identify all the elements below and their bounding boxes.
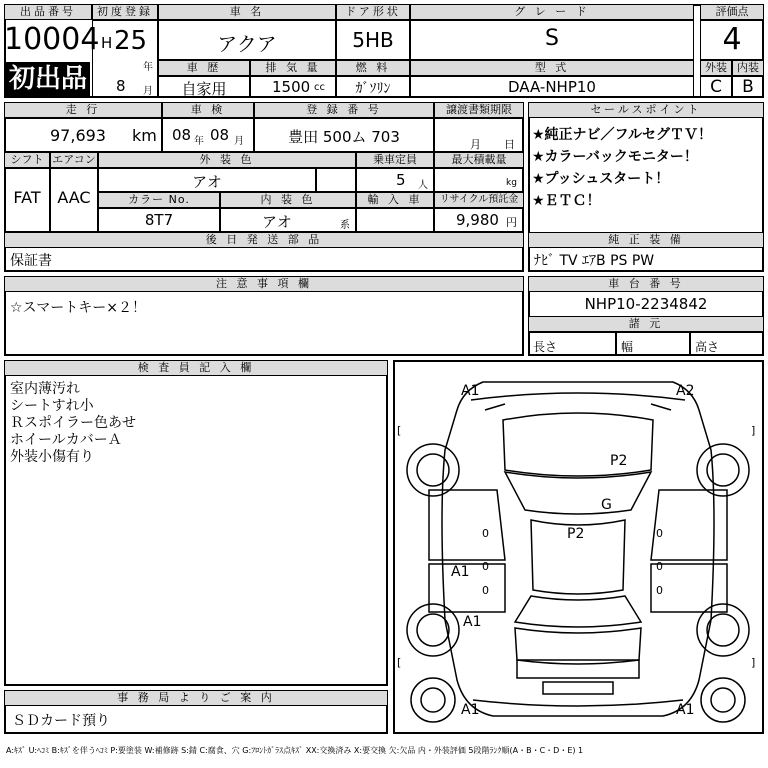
factory-equipment-label: 純 正 装 備 xyxy=(528,232,764,248)
lot-number: 10004 xyxy=(4,22,100,57)
history: 自家用 xyxy=(181,80,227,98)
later-parts-label: 後 日 発 送 部 品 xyxy=(4,232,524,248)
inspector-note: 外装小傷有り xyxy=(10,449,94,465)
interior-color-unit: 系 xyxy=(340,220,350,231)
car-name-label: 車 名 xyxy=(158,4,336,20)
damage-mark-p2-roof: P2 xyxy=(567,526,585,542)
inspector-note: シートすれ小 xyxy=(10,398,94,414)
month-number: 8 xyxy=(116,77,126,95)
inspection-year-unit: 年 xyxy=(194,136,204,147)
month-unit: 月 xyxy=(143,86,153,97)
sales-points-label: セールスポイント xyxy=(528,102,764,118)
color-sub-cell xyxy=(316,168,356,192)
rating-label: 評価点 xyxy=(700,4,764,20)
dims-label: 諸 元 xyxy=(528,316,764,332)
sales-point: ★プッシュスタート！ xyxy=(532,171,670,187)
shift: FAT xyxy=(13,188,41,207)
first-reg-label: 初度登録 xyxy=(92,4,158,20)
office-label: 事 務 局 よ り ご 案 内 xyxy=(4,690,388,706)
notes: ☆スマートキー×２！ xyxy=(10,300,147,316)
damage-mark-a1-rear-bumper-left: A1 xyxy=(461,702,480,718)
zero-mark: 0 xyxy=(482,584,489,597)
displacement-label: 排 気 量 xyxy=(250,60,336,76)
notes-label: 注 意 事 項 欄 xyxy=(4,276,524,292)
inspector-note: ホイールカバーＡ xyxy=(10,432,122,448)
interior-color: アオ xyxy=(262,213,292,231)
inspection-label: 車 検 xyxy=(162,102,254,118)
factory-equipment: ﾅﾋﾞ TV ｴｱB PS PW xyxy=(534,253,655,269)
model-label: 型 式 xyxy=(410,60,694,76)
color-no-label: カラー No. xyxy=(98,192,220,208)
displacement: 1500 xyxy=(272,78,311,96)
height-label: 高さ xyxy=(695,340,720,354)
recycle-unit: 円 xyxy=(506,216,517,229)
inspector-note: Ｒスポイラー色あせ xyxy=(10,415,136,431)
mileage-unit: km xyxy=(132,126,157,145)
zero-mark: 0 xyxy=(656,527,663,540)
door-label: ドア形状 xyxy=(336,4,410,20)
chassis-label: 車 台 番 号 xyxy=(528,276,764,292)
lot-number-label: 出品番号 xyxy=(4,4,92,20)
rating: 4 xyxy=(722,22,742,57)
chassis-number: NHP10-2234842 xyxy=(584,295,708,313)
ac: AAC xyxy=(57,188,91,207)
first-listing-badge: 初出品 xyxy=(6,62,90,96)
sales-point: ★カラーバックモニター！ xyxy=(532,149,698,165)
interior-grade: B xyxy=(742,77,754,97)
mileage: 97,693 xyxy=(50,126,106,145)
zero-mark: 0 xyxy=(482,527,489,540)
inspection-year: 08 xyxy=(172,126,192,144)
svg-text:]: ] xyxy=(751,656,756,669)
plate: 豊田 500ム 703 xyxy=(288,128,400,146)
damage-mark-a2-front-right: A2 xyxy=(676,383,695,399)
svg-text:]: ] xyxy=(751,424,756,437)
inspector-label: 検 査 員 記 入 欄 xyxy=(4,360,388,376)
ac-label: エアコン xyxy=(50,152,98,168)
recycle-label: リサイクル預託金 xyxy=(434,192,524,208)
sales-point: ★ＥＴＣ！ xyxy=(532,193,601,209)
grade: S xyxy=(545,26,559,51)
zero-mark: 0 xyxy=(656,584,663,597)
damage-mark-a1-rear-door-left: A1 xyxy=(451,564,470,580)
length-label: 長さ xyxy=(533,340,558,354)
inspection-month: 08 xyxy=(210,126,230,144)
history-label: 車 歴 xyxy=(158,60,250,76)
width-label: 幅 xyxy=(621,340,634,354)
exterior-grade: C xyxy=(710,77,722,97)
plate-label: 登 録 番 号 xyxy=(254,102,434,118)
transfer-label: 譲渡書類期限 xyxy=(434,102,524,118)
shift-label: シフト xyxy=(4,152,50,168)
svg-text:[: [ xyxy=(397,656,402,669)
svg-text:[: [ xyxy=(397,424,402,437)
transfer-month-unit: 月 xyxy=(470,138,481,151)
sales-point: ★純正ナビ／フルセグＴＶ！ xyxy=(532,127,712,143)
model: DAA-NHP10 xyxy=(508,78,596,96)
import-cell xyxy=(356,208,434,232)
grade-label: グ レ ー ド xyxy=(410,4,694,20)
zero-mark: 0 xyxy=(482,560,489,573)
displacement-unit: cc xyxy=(314,82,325,93)
damage-mark-a1-rear-fender-left: A1 xyxy=(463,614,482,630)
import-label: 輸 入 車 xyxy=(356,192,434,208)
mileage-label: 走 行 xyxy=(4,102,162,118)
color-no: 8T7 xyxy=(144,211,174,229)
damage-mark-p2-hood: P2 xyxy=(610,453,628,469)
fuel: ｶﾞｿﾘﾝ xyxy=(355,81,391,97)
car-name: アクア xyxy=(217,32,277,56)
damage-mark-g-windshield: G xyxy=(601,497,612,513)
legend: A:ｷｽﾞ U:ﾍｺﾐ B:ｷｽﾞを伴うﾍｺﾐ P:要塗装 W:補修跡 S:錆 C:腐食、穴 G:ﾌﾛﾝﾄｶﾞﾗｽ点ｷｽﾞ XX:交換済み X:要交換 欠:欠品 内・外装評価 5段階ﾗﾝｸ順(A・B・C・D・E) 1 xyxy=(6,746,584,755)
interior-grade-label: 内装 xyxy=(732,60,764,76)
capacity-label: 乗車定員 xyxy=(356,152,434,168)
office-note: ＳＤカード預り xyxy=(12,713,110,729)
era: H xyxy=(101,34,113,52)
recycle: 9,980 xyxy=(456,211,499,229)
damage-mark-a1-front-left: A1 xyxy=(461,383,480,399)
later-parts: 保証書 xyxy=(10,253,52,269)
transfer-day-unit: 日 xyxy=(504,138,515,151)
max-load-unit: kg xyxy=(506,178,517,188)
exterior-grade-label: 外装 xyxy=(700,60,732,76)
interior-color-label: 内 装 色 xyxy=(220,192,356,208)
year-number: 25 xyxy=(114,26,148,56)
color: アオ xyxy=(192,173,222,191)
damage-mark-a1-rear-bumper-right: A1 xyxy=(676,702,695,718)
color-label: 外 装 色 xyxy=(98,152,356,168)
capacity: 5 xyxy=(396,171,406,189)
zero-mark: 0 xyxy=(656,560,663,573)
car-diagram xyxy=(393,360,763,734)
fuel-label: 燃 料 xyxy=(336,60,410,76)
capacity-unit: 人 xyxy=(418,180,428,191)
door-type: 5HB xyxy=(352,28,394,52)
inspector-note: 室内薄汚れ xyxy=(10,381,80,397)
year-unit: 年 xyxy=(143,62,153,73)
inspection-month-unit: 月 xyxy=(234,136,244,147)
max-load-label: 最大積載量 xyxy=(434,152,524,168)
